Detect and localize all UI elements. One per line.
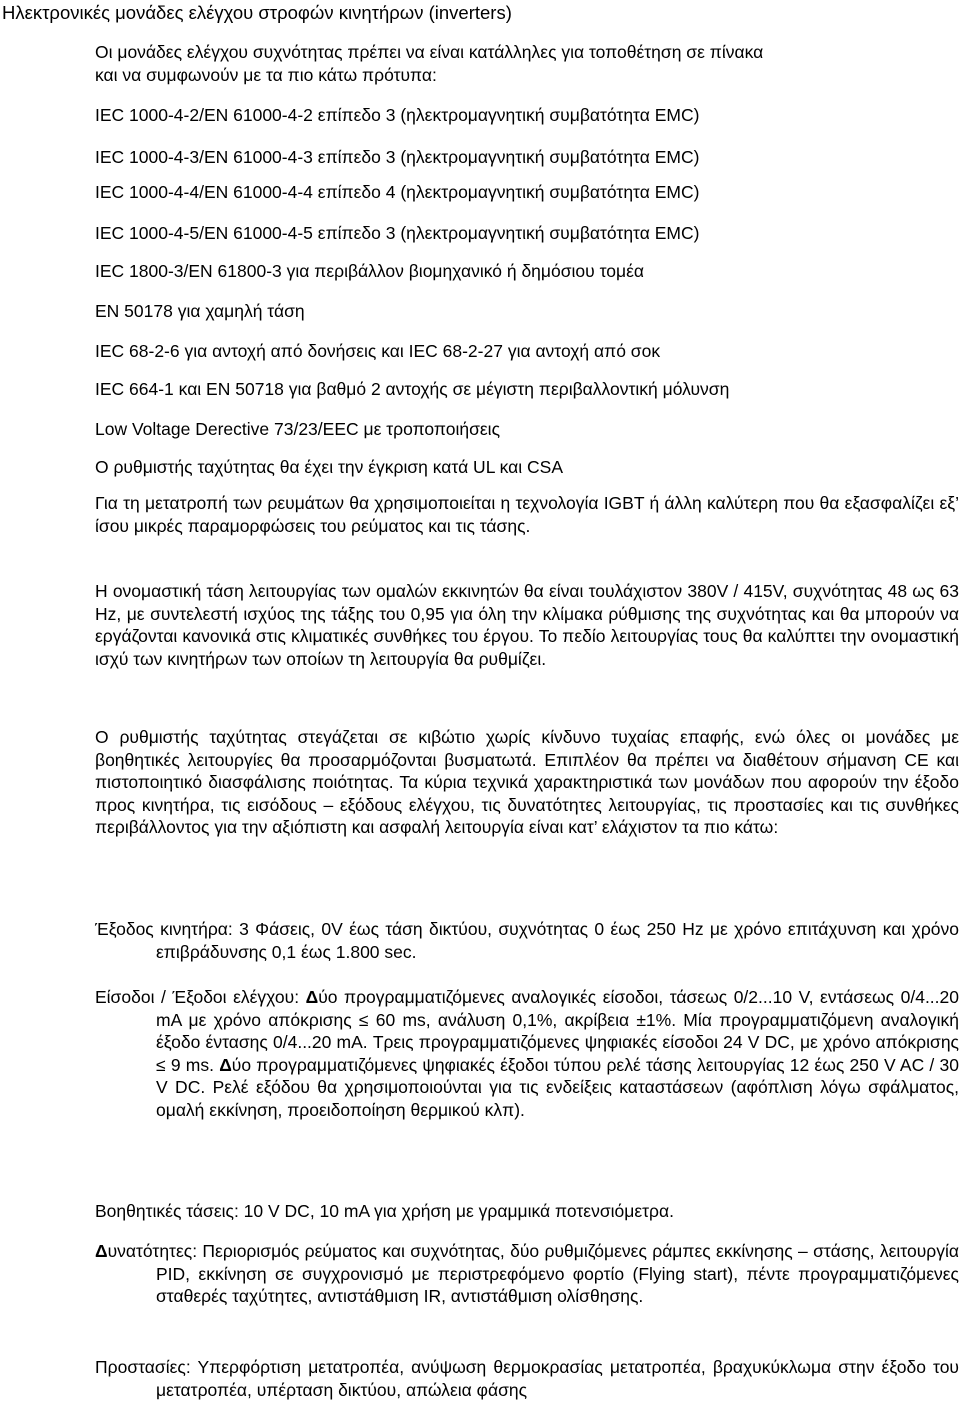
delta-letter: Δ	[219, 1054, 232, 1075]
standard-item: IEC 1000-4-3/EN 61000-4-3 επίπεδο 3 (ηλεκτρομαγνητική συμβατότητα EMC)	[95, 147, 700, 167]
standard-item: IEC 1000-4-5/EN 61000-4-5 επίπεδο 3 (ηλεκτρομαγνητική συμβατότητα EMC)	[95, 223, 700, 243]
spec-control-io-label: Είσοδοι / Έξοδοι ελέγχου:	[95, 987, 306, 1007]
delta-letter: Δ	[305, 987, 319, 1007]
standard-item: IEC 1800-3/EN 61800-3 για περιβάλλον βιομηχανικό ή δημόσιου τομέα	[95, 261, 644, 281]
paragraph-voltage: Η ονομαστική τάση λειτουργίας των ομαλών εκκινητών θα είναι τουλάχιστον 380V / 415V, συχνότητας 48 ως 63 Hz, με συντελεστή ισχύος της τάξης του 0,95 για όλη την κλίμακα ρύθμισης της συχνότητας και θα μπορούν να εργάζονται κανονικά στις κλιματικές συνθήκες του έργου. Το πεδίο λειτουργίας τους θα καλύπτει την ονομαστική ισχύ των κινητήρων των οποίων τη λειτουργία θα ρυθμίζει.	[95, 581, 959, 669]
standard-item: IEC 1000-4-2/EN 61000-4-2 επίπεδο 3 (ηλεκτρομαγνητική συμβατότητα EMC)	[95, 105, 700, 125]
spec-protections: Προστασίες: Υπερφόρτιση μετατροπέα, ανύψωση θερμοκρασίας μετατροπέα, βραχυκύκλωμα στην έξοδο του μετατροπέα, υπέρταση δικτύου, απώλεια φάσης	[95, 1357, 959, 1400]
page-title: Ηλεκτρονικές μονάδες ελέγχου στροφών κινητήρων (inverters)	[2, 2, 512, 23]
paragraph-enclosure: Ο ρυθμιστής ταχύτητας στεγάζεται σε κιβώτιο χωρίς κίνδυνο τυχαίας επαφής, ενώ όλες οι μονάδες με βοηθητικές λειτουργίες θα προσαρμόζονται βυσματωτά. Επιπλέον θα πρέπει να διαθέτουν σήμανση CE και πιστοποιητικό διασφάλισης ποιότητας. Τα κύρια τεχνικά χαρακτηριστικά των μονάδων που αφορούν την έξοδο προς κινητήρα, τις εισόδους – εξόδους ελέγχου, τις δυνατότητες λειτουργίας, τις προστασίες και τις συνθήκες περιβάλλοντος για την αξιόπιστη και ασφαλή λειτουργία είναι κατ’ ελάχιστον τα πιο κάτω:	[95, 727, 959, 837]
spec-motor-output: Έξοδος κινητήρα: 3 Φάσεις, 0V έως τάση δικτύου, συχνότητας 0 έως 250 Hz με χρόνο επιτάχυνση και χρόνο επιβράδυνσης 0,1 έως 1.800 sec.	[95, 919, 959, 962]
standard-item: IEC 1000-4-4/EN 61000-4-4 επίπεδο 4 (ηλεκτρομαγνητική συμβατότητα EMC)	[95, 182, 700, 202]
spec-capabilities-text: υνατότητες: Περιορισμός ρεύματος και συχνότητας, δύο ρυθμιζόμενες ράμπες εκκίνησης – στάσης, λειτουργία PID, εκκίνηση σε συγχρονισμό με περιστρεφόμενο φορτίο (Flying start), πέντε προγραμματιζόμενες σταθερές ταχύτητες, αντιστάθμιση IR, αντιστάθμιση ολίσθησης.	[107, 1241, 959, 1306]
delta-letter: Δ	[95, 1241, 108, 1261]
standard-item: IEC 68-2-6 για αντοχή από δονήσεις και IEC 68-2-27 για αντοχή από σοκ	[95, 341, 661, 361]
intro-line-2: και να συμφωνούν με τα πιο κάτω πρότυπα:	[95, 65, 437, 85]
spec-control-io-text-a: ύο προγραμματιζόμενες αναλογικές είσοδοι, τάσεως 0/2...10 V, εντάσεως 0/4...20 mA με χρόνο απόκρισης ≤ 60 ms, ανάλυση 0,1%, ακρίβεια ±1%. Μία προγραμματιζόμενη αναλογική έξοδο έντασης 0/4...20 mA. Τρεις προγραμματιζόμενες ψηφιακές είσοδοι 24 V DC, με χρόνο απόκρισης ≤ 9 ms.	[156, 987, 959, 1075]
spec-control-io	[95, 986, 959, 1121]
standard-item: EN 50178 για χαμηλή τάση	[95, 301, 305, 321]
spec-control-io-text-b: ύο προγραμματιζόμενες ψηφιακές έξοδοι τύπου ρελέ τάσης λειτουργίας 12 έως 250 V AC / 30 V DC. Ρελέ εξόδου θα χρησιμοποιούνται για τις ενδείξεις καταστάσεων (αφόπλιση λόγω σφάλματος, ομαλή εκκίνηση, προειδοποίηση θερμικού κλπ).	[156, 1054, 959, 1120]
standard-item: Ο ρυθμιστής ταχύτητας θα έχει την έγκριση κατά UL και CSA	[95, 457, 564, 477]
standard-item: IEC 664-1 και EN 50718 για βαθμό 2 αντοχής σε μέγιστη περιβαλλοντική μόλυνση	[95, 379, 730, 399]
spec-auxiliary-voltages: Βοηθητικές τάσεις: 10 V DC, 10 mA για χρήση με γραμμικά ποτενσιόμετρα.	[95, 1201, 674, 1221]
paragraph-igbt: Για τη μετατροπή των ρευμάτων θα χρησιμοποιείται η τεχνολογία IGBT ή άλλη καλύτερη που θα εξασφαλίζει εξ’ ίσου μικρές παραμορφώσεις του ρεύματος και τις τάσης.	[95, 493, 959, 536]
intro-line-1: Οι μονάδες ελέγχου συχνότητας πρέπει να είναι κατάλληλες για τοποθέτηση σε πίνακα	[95, 42, 764, 62]
spec-capabilities	[95, 1240, 959, 1308]
standard-item: Low Voltage Derective 73/23/EEC με τροποποιήσεις	[95, 419, 501, 439]
